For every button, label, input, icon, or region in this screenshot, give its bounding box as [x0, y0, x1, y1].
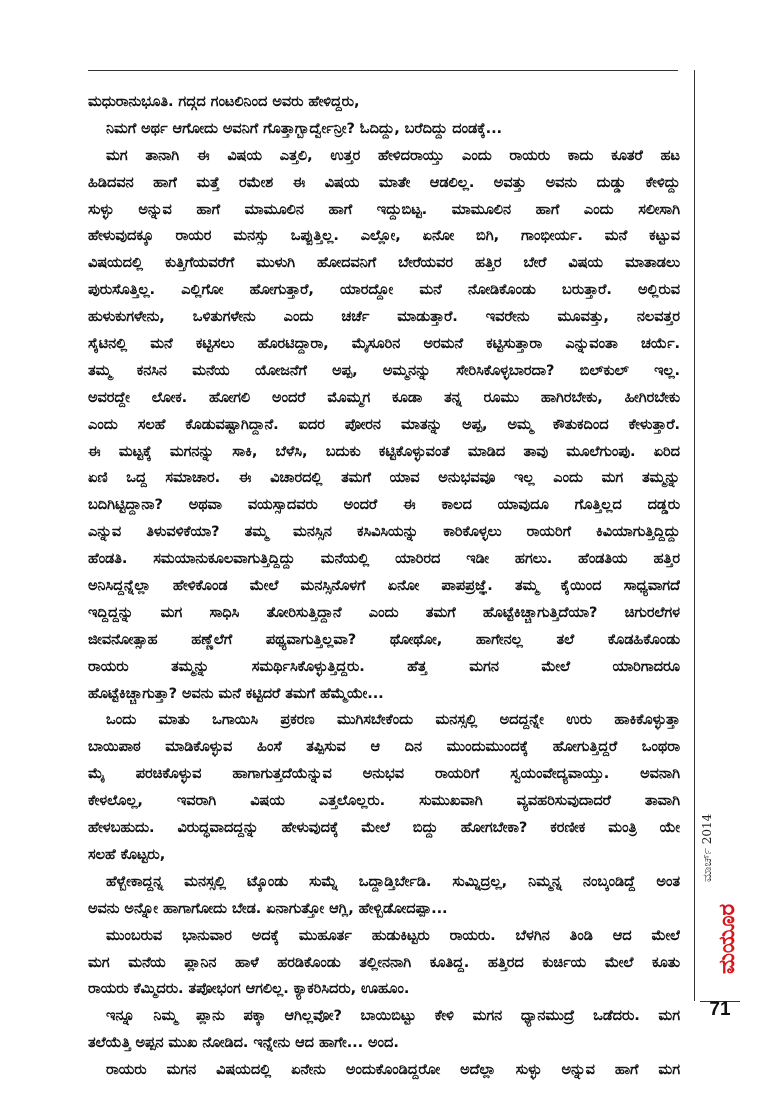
text-line: ಅವರದ್ದೇ ಲೋಕ. ಹೋಗಲಿ ಅಂದರೆ ಮೊಮ್ಮಗ ಕೂಡಾ ತನ್ನ ರೂಮು ಹಾಗಿರಬೇಕು, ಹೀಗಿರಬೇಕು: [88, 388, 680, 406]
text-line: ಮುಂಬರುವ ಭಾನುವಾರ ಅದಕ್ಕೆ ಮುಹೂರ್ತ ಹುಡುಕಿಟ್ಟರು ರಾಯರು. ಬೆಳಗಿನ ತಿಂಡಿ ಆದ ಮೇಲೆ: [106, 926, 680, 944]
text-line: ರಾಯರು ಮಗನ ವಿಷಯದಲ್ಲಿ ಏನೇನು ಅಂದುಕೊಂಡಿದ್ದರೋ ಅದೆಲ್ಲಾ ಸುಳ್ಳು ಅನ್ನುವ ಹಾಗೆ ಮಗ: [106, 1061, 680, 1079]
text-line: ಮಧುರಾನುಭೂತಿ. ಗದ್ಗದ ಗಂಟಲಿನಿಂದ ಅವರು ಹೇಳಿದ್ದರು,: [88, 93, 360, 110]
text-line: ತಲೆಯೆತ್ತಿ ಅಪ್ಪನ ಮುಖ ನೋಡಿದ. ಇನ್ನೇನು ಆದ ಹಾಗೇ... ಅಂದ.: [88, 1034, 399, 1052]
text-line: ಹಿಡಿದವನ ಹಾಗೆ ಮತ್ತೆ ರಮೇಶ ಈ ವಿಷಯ ಮಾತೇ ಆಡಲಿಲ್ಲ. ಅವತ್ತು ಅವನು ದುಡ್ಡು ಕೇಳಿದ್ದು: [88, 173, 680, 191]
magazine-logo: ಮಯೂರ: [715, 903, 740, 975]
text-line: ಹೆಂಡತಿ. ಸಮಯಾನುಕೂಲವಾಗುತ್ತಿದ್ದಿದ್ದು ಮನೆಯಲ್ಲಿ ಯಾರಿರದ ಇಡೀ ಹಗಲು. ಹೆಂಡತಿಯ ಹತ್ತಿರ: [88, 550, 680, 568]
text-line: ಮಗ ತಾನಾಗಿ ಈ ವಿಷಯ ಎತ್ತಲಿ, ಉತ್ತರ ಹೇಳಿದರಾಯ್ತು ಎಂದು ರಾಯರು ಕಾದು ಕೂತರೆ ಹಟ: [106, 146, 680, 164]
text-line: ಎಂದು ಸಲಹೆ ಕೊಡುವಷ್ಟಾಗಿದ್ದಾನೆ. ಐದರ ಪೋರನ ಮಾತನ್ನು ಅಪ್ಪ, ಅಮ್ಮ ಕೌತುಕದಿಂದ ಕೇಳುತ್ತಾರೆ.: [88, 415, 680, 433]
text-line: ರಾಯರು ತಮ್ಮನ್ನು ಸಮರ್ಥಿಸಿಕೊಳ್ಳುತ್ತಿದ್ದರು. ಹೆತ್ತ ಮಗನ ಮೇಲೆ ಯಾರಿಗಾದರೂ: [88, 657, 680, 675]
text-line: ಸೈಟಿನಲ್ಲಿ ಮನೆ ಕಟ್ಟಿಸಲು ಹೊರಟಿದ್ದಾರಾ, ಮೈಸೂರಿನ ಅರಮನೆ ಕಟ್ಟಿಸುತ್ತಾರಾ ಎನ್ನುವಂತಾ ಚರ್ಯೆ.: [88, 335, 680, 353]
text-line: ರಾಯರು ಕೆಮ್ಮಿದರು. ತಪೋಭಂಗ ಆಗಲಿಲ್ಲ. ಕ್ಯಾಕರಿಸಿದರು, ಊಹೂಂ.: [88, 980, 410, 998]
text-line: ಏಣಿ ಒದ್ದ ಸಮಾಚಾರ. ಈ ವಿಚಾರದಲ್ಲಿ ತಮಗೆ ಯಾವ ಅನುಭವವೂ ಇಲ್ಲ ಎಂದು ಮಗ ತಮ್ಮನ್ನು: [88, 469, 680, 487]
text-line: ನಿಮಗೆ ಅರ್ಥ ಆಗೋದು ಅವನಿಗೆ ಗೊತ್ತಾಗ್ಬಾರ್ದ್ವೇನ್ರೀ? ಓದಿದ್ದು, ಬರೆದಿದ್ದು ದಂಡಕ್ಕೆ...: [106, 119, 502, 137]
text-line: ಬಾಯಿಪಾಠ ಮಾಡಿಕೊಳ್ಳುವ ಹಿಂಸೆ ತಪ್ಪಿಸುವ ಆ ದಿನ ಮುಂದುಮುಂದಕ್ಕೆ ಹೋಗುತ್ತಿದ್ದರೆ ಒಂಥರಾ: [88, 738, 680, 756]
article-body: [88, 89, 680, 1084]
text-line: ಹೆಳ್ಬೇಕಾದ್ದನ್ನ ಮನಸ್ಸಲ್ಲಿ ಟ್ಕೊಂಡು ಸುಮ್ನೆ ಒದ್ದಾಡ್ತಿರ್ಬೇಡಿ. ಸುಮ್ನಿದ್ರಲ್ಲ, ನಿಮ್ಮನ್ನ ನಂಬ್ಕಂಡಿದ್ದೆ ಅಂತ: [106, 872, 680, 890]
page-number: 71: [709, 999, 731, 1020]
text-line: ಒಂದು ಮಾತು ಒಗಾಯಿಸಿ ಪ್ರಕರಣ ಮುಗಿಸಬೇಕೆಂದು ಮನಸ್ಸಲ್ಲಿ ಅದದ್ದನ್ನೇ ಉರು ಹಾಕಿಕೊಳ್ಳುತ್ತಾ: [106, 711, 680, 729]
text-line: ಬದಿಗಿಟ್ಟಿದ್ದಾನಾ? ಅಥವಾ ವಯಸ್ಸಾದವರು ಅಂದರೆ ಈ ಕಾಲದ ಯಾವುದೂ ಗೊತ್ತಿಲ್ಲದ ದಡ್ಡರು: [88, 496, 680, 514]
text-line: ಹುಳುಕುಗಳೇನು, ಒಳಿತುಗಳೇನು ಎಂದು ಚರ್ಚೆ ಮಾಡುತ್ತಾರೆ. ಇವರೇನು ಮೂವತ್ತು, ನಲವತ್ತರ: [88, 308, 680, 326]
text-line: ಕೇಳಲೊಲ್ಲ, ಇವರಾಗಿ ವಿಷಯ ಎತ್ತಲೊಲ್ಲರು. ಸುಮುಖವಾಗಿ ವ್ಯವಹರಿಸುವುದಾದರೆ ತಾವಾಗಿ: [88, 792, 680, 810]
text-line: ತಮ್ಮ ಕನಸಿನ ಮನೆಯ ಯೋಜನೆಗೆ ಅಪ್ಪ, ಅಮ್ಮನನ್ನು ಸೇರಿಸಿಕೊಳ್ಳಬಾರದಾ? ಬಿಲ್‌ಕುಲ್ ಇಲ್ಲ.: [88, 361, 680, 379]
text-line: ಹೇಳಬಹುದು. ವಿರುದ್ಧವಾದದ್ದನ್ನು ಹೇಳುವುದಕ್ಕೆ ಮೇಲೆ ಬಿದ್ದು ಹೋಗಬೇಕಾ? ಕರಣೀಕ ಮಂತ್ರಿ ಯೇ: [88, 819, 680, 837]
text-line: ವಿಷಯದಲ್ಲಿ ಕುತ್ತಿಗೆಯವರೆಗೆ ಮುಳುಗಿ ಹೋದವನಿಗೆ ಬೇರೆಯವರ ಹತ್ತಿರ ಬೇರೆ ವಿಷಯ ಮಾತಾಡಲು: [88, 254, 680, 272]
text-line: ಮಗ ಮನೆಯ ಪ್ಲಾನಿನ ಹಾಳೆ ಹರಡಿಕೊಂಡು ತಲ್ಲೀನನಾಗಿ ಕೂತಿದ್ದ. ಹತ್ತಿರದ ಕುರ್ಚಿಯ ಮೇಲೆ ಕೂತು: [88, 953, 680, 971]
text-line: ಇನ್ನೂ ನಿಮ್ಮ ಪ್ಲಾನು ಪಕ್ಕಾ ಆಗಿಲ್ಲವೋ? ಬಾಯಿಬಿಟ್ಟು ಕೇಳಿ ಮಗನ ಧ್ಯಾನಮುದ್ರೆ ಒಡೆದರು. ಮಗ: [106, 1007, 680, 1025]
issue-date: ಮಾರ್ಚ್ 2014: [700, 813, 714, 883]
text-line: ಎನ್ನುವ ತಿಳುವಳಿಕೆಯಾ? ತಮ್ಮ ಮನಸ್ಸಿನ ಕಸಿವಿಸಿಯನ್ನು ಕಾರಿಕೊಳ್ಳಲು ರಾಯರಿಗೆ ಕಿವಿಯಾಗುತ್ತಿದ್ದಿದ್ದು: [88, 523, 680, 541]
text-line: ಇದ್ದಿದ್ದನ್ನು ಮಗ ಸಾಧಿಸಿ ತೋರಿಸುತ್ತಿದ್ದಾನೆ ಎಂದು ತಮಗೆ ಹೊಟ್ಟೆಕಿಚ್ಚಾಗುತ್ತಿದೆಯಾ? ಚಿಗುರಲೆಗಳ: [88, 603, 680, 621]
text-line: ಈ ಮಟ್ಟಕ್ಕೆ ಮಗನನ್ನು ಸಾಕಿ, ಬೆಳೆಸಿ, ಬದುಕು ಕಟ್ಟಿಕೊಳ್ಳುವಂತೆ ಮಾಡಿದ ತಾವು ಮೂಲೆಗುಂಪು. ಏರಿದ: [88, 442, 680, 460]
text-line: ಸಲಹೆ ಕೊಟ್ಟರು,: [88, 845, 166, 863]
text-line: ಜೀವನೋತ್ಸಾಹ ಹಣ್ಣೆಲೆಗೆ ಪಥ್ಯವಾಗುತ್ತಿಲ್ಲವಾ? ಥೋಥೋ, ಹಾಗೇನಲ್ಲ ತಲೆ ಕೊಡಹಿಕೊಂಡು: [88, 630, 680, 648]
text-line: ಹೊಟ್ಟೆಕಿಚ್ಚಾಗುತ್ತಾ? ಅವನು ಮನೆ ಕಟ್ಟಿದರೆ ತಮಗೆ ಹೆಮ್ಮೆಯೇ...: [88, 684, 384, 702]
text-line: ಸುಳ್ಳು ಅನ್ನುವ ಹಾಗೆ ಮಾಮೂಲಿನ ಹಾಗೆ ಇದ್ದುಬಿಟ್ಟ. ಮಾಮೂಲಿನ ಹಾಗೆ ಎಂದು ಸಲೀಸಾಗಿ: [88, 200, 680, 218]
text-line: ಹೇಳುವುದಕ್ಕೂ ರಾಯರ ಮನಸ್ಸು ಒಪ್ಪುತ್ತಿಲ್ಲ. ಎಲ್ಲೋ, ಏನೋ ಬಿಗಿ, ಗಾಂಭೀರ್ಯ. ಮನೆ ಕಟ್ಟುವ: [88, 227, 680, 245]
text-line: ಮೈ ಪರಚಿಕೊಳ್ಳುವ ಹಾಗಾಗುತ್ತದೆಯೆನ್ನುವ ಅನುಭವ ರಾಯರಿಗೆ ಸ್ವಯಂವೇದ್ಯವಾಯ್ತು. ಅವನಾಗಿ: [88, 765, 680, 783]
top-rule: [88, 70, 678, 71]
text-line: ಅನಿಸಿದ್ದನ್ನೆಲ್ಲಾ ಹೇಳಿಕೊಂಡ ಮೇಲೆ ಮನಸ್ಸಿನೊಳಗೆ ಏನೋ ಪಾಪಪ್ರಜ್ಞೆ. ತಮ್ಮ ಕೈಯಿಂದ ಸಾಧ್ಯವಾಗದೆ: [88, 577, 680, 595]
text-line: ಪುರುಸೊತ್ತಿಲ್ಲ. ಎಲ್ಲಿಗೋ ಹೋಗುತ್ತಾರೆ, ಯಾರದ್ದೋ ಮನೆ ನೋಡಿಕೊಂಡು ಬರುತ್ತಾರೆ. ಅಲ್ಲಿರುವ: [88, 281, 680, 299]
text-line: ಅವನು ಅನ್ನೋ ಹಾಗಾಗೋದು ಬೇಡ. ಏನಾಗುತ್ತೋ ಆಗ್ಲಿ, ಹೇಳ್ಬಿಡೋದಪ್ಪಾ...: [88, 899, 448, 917]
vertical-rule: [694, 70, 695, 1001]
